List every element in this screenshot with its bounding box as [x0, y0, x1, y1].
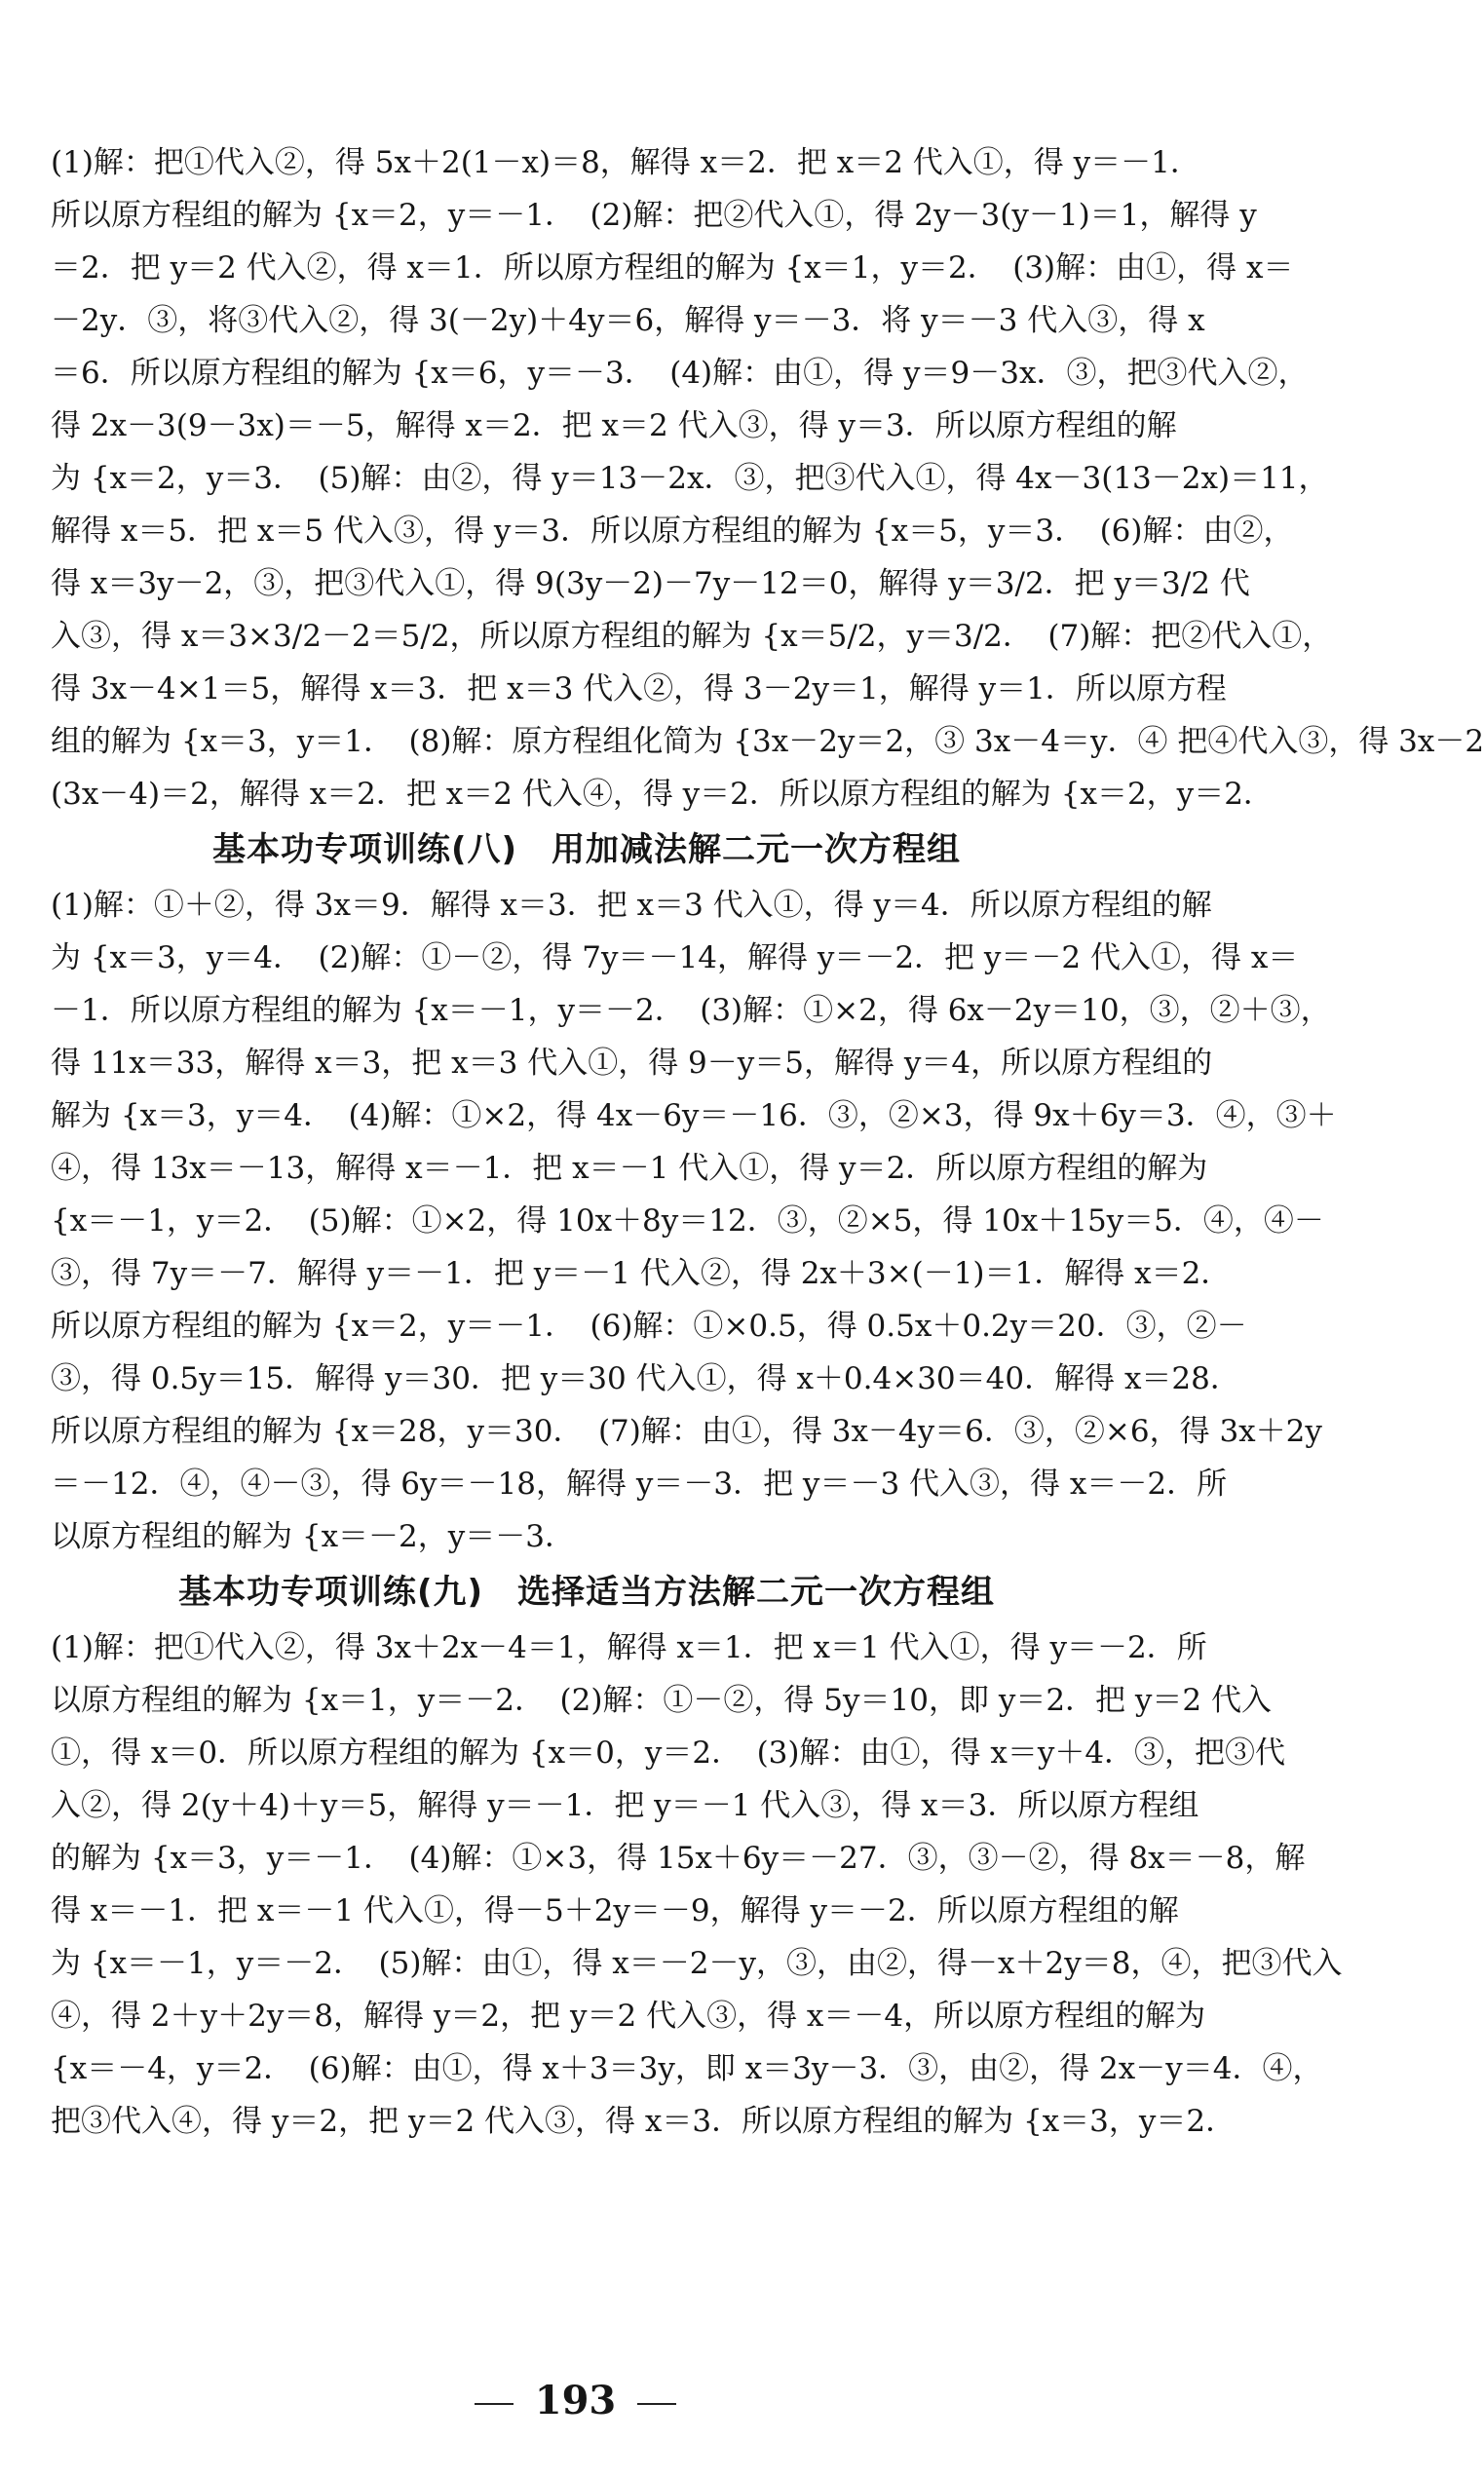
text-line: 所以原方程组的解为 {x＝28，y＝30． (7)解：由①，得 3x－4y＝6．③，②×6，得 3x＋2y	[51, 1414, 1322, 1449]
answer-block-3	[51, 1621, 1343, 2148]
text-line: ＝6．所以原方程组的解为 {x＝6，y＝－3． (4)解：由①，得 y＝9－3x．③，把③代入②，	[51, 356, 1309, 391]
text-line: 入③，得 x＝3×3/2－2＝5/2，所以原方程组的解为 {x＝5/2，y＝3/2． (7)解：把②代入①，	[51, 619, 1333, 654]
text-line: 的解为 {x＝3，y＝－1． (4)解：①×3，得 15x＋6y＝－27．③，③－②，得 8x＝－8，解	[51, 1841, 1306, 1876]
text-line: (1)解：①＋②，得 3x＝9．解得 x＝3．把 x＝3 代入①，得 y＝4．所以原方程组的解	[51, 888, 1212, 923]
answer-block-2	[51, 879, 1337, 1563]
text-line: 所以原方程组的解为 {x＝2，y＝－1． (2)解：把②代入①，得 2y－3(y－1)＝1，解得 y	[51, 198, 1257, 233]
answer-block-1	[51, 136, 1484, 820]
text-line: 以原方程组的解为 {x＝1，y＝－2． (2)解：①－②，得 5y＝10，即 y＝2．把 y＝2 代入	[51, 1683, 1272, 1718]
text-line: ④，得 13x＝－13，解得 x＝－1．把 x＝－1 代入①，得 y＝2．所以原方程组的解为	[51, 1151, 1208, 1186]
text-line: ＝－12．④，④－③，得 6y＝－18，解得 y＝－3．把 y＝－3 代入③，得 x＝－2．所	[51, 1467, 1228, 1502]
page-number	[0, 2378, 1151, 2423]
text-line: {x＝－4，y＝2． (6)解：由①，得 x＋3＝3y，即 x＝3y－3．③，由②，得 2x－y＝4．④，	[51, 2051, 1323, 2086]
text-line: ①，得 x＝0．所以原方程组的解为 {x＝0，y＝2． (3)解：由①，得 x＝y＋4．③，把③代	[51, 1735, 1286, 1771]
text-line: 入②，得 2(y＋4)＋y＝5，解得 y＝－1．把 y＝－1 代入③，得 x＝3．所以原方程组	[51, 1788, 1199, 1823]
text-line: (1)解：把①代入②，得 3x＋2x－4＝1，解得 x＝1．把 x＝1 代入①，得 y＝－2．所	[51, 1630, 1207, 1665]
section-title: 基本功专项训练(九) 选择适当方法解二元一次方程组	[177, 1573, 996, 1612]
text-line: 解为 {x＝3，y＝4． (4)解：①×2，得 4x－6y＝－16．③，②×3，得 9x＋6y＝3．④，③＋	[51, 1098, 1337, 1133]
text-line: ④，得 2＋y＋2y＝8，解得 y＝2，把 y＝2 代入③，得 x＝－4，所以原方程组的解为	[51, 1999, 1206, 2034]
text-line: ③，得 7y＝－7．解得 y＝－1．把 y＝－1 代入②，得 2x＋3×(－1)＝1．解得 x＝2．	[51, 1256, 1232, 1291]
text-line: －1．所以原方程组的解为 {x＝－1，y＝－2． (3)解：①×2，得 6x－2y＝10，③，②＋③，	[51, 993, 1331, 1028]
text-line: 得 3x－4×1＝5，解得 x＝3．把 x＝3 代入②，得 3－2y＝1，解得 y＝1．所以原方程	[51, 671, 1227, 706]
text-line: 得 x＝－1．把 x＝－1 代入①，得－5＋2y＝－9，解得 y＝－2．所以原方程组的解	[51, 1893, 1179, 1928]
text-line: ③，得 0.5y＝15．解得 y＝30．把 y＝30 代入①，得 x＋0.4×30＝40．解得 x＝28．	[51, 1361, 1240, 1396]
page-content	[51, 136, 1484, 2148]
page-number-text: 193	[534, 2378, 617, 2423]
text-line: 得 2x－3(9－3x)＝－5，解得 x＝2．把 x＝2 代入③，得 y＝3．所以原方程组的解	[51, 408, 1177, 443]
text-line: 得 x＝3y－2，③，把③代入①，得 9(3y－2)－7y－12＝0，解得 y＝3/2．把 y＝3/2 代	[51, 566, 1250, 601]
text-line: (1)解：把①代入②，得 5x＋2(1－x)＝8，解得 x＝2．把 x＝2 代入①，得 y＝－1．	[51, 145, 1200, 180]
text-line: －2y．③，将③代入②，得 3(－2y)＋4y＝6，解得 y＝－3．将 y＝－3 代入③，得 x	[51, 303, 1205, 338]
text-line: (3x－4)＝2，解得 x＝2．把 x＝2 代入④，得 y＝2．所以原方程组的解为 {x＝2，y＝2．	[51, 777, 1274, 812]
text-line: 把③代入④，得 y＝2，把 y＝2 代入③，得 x＝3．所以原方程组的解为 {x＝3，y＝2．	[51, 2104, 1237, 2139]
page-number-dash-left	[475, 2403, 514, 2405]
text-line: 组的解为 {x＝3，y＝1． (8)解：原方程组化简为 {3x－2y＝2，③ 3x－4＝y．④ 把④代入③，得 3x－2	[51, 724, 1484, 759]
section-title: 基本功专项训练(八) 用加减法解二元一次方程组	[211, 830, 962, 869]
text-line: 为 {x＝3，y＝4． (2)解：①－②，得 7y＝－14，解得 y＝－2．把 y＝－2 代入①，得 x＝	[51, 940, 1299, 975]
text-line: 得 11x＝33，解得 x＝3，把 x＝3 代入①，得 9－y＝5，解得 y＝4，所以原方程组的	[51, 1046, 1213, 1081]
text-line: ＝2．把 y＝2 代入②，得 x＝1．所以原方程组的解为 {x＝1，y＝2． (3)解：由①，得 x＝	[51, 250, 1294, 286]
text-line: 为 {x＝－1，y＝－2． (5)解：由①，得 x＝－2－y，③，由②，得－x＋2y＝8，④，把③代入	[51, 1946, 1343, 1981]
text-line: 以原方程组的解为 {x＝－2，y＝－3．	[51, 1519, 576, 1554]
text-line: 所以原方程组的解为 {x＝2，y＝－1． (6)解：①×0.5，得 0.5x＋0.2y＝20．③，②－	[51, 1309, 1247, 1344]
page-number-dash-right	[637, 2403, 676, 2405]
text-line: 解得 x＝5．把 x＝5 代入③，得 y＝3．所以原方程组的解为 {x＝5，y＝3． (6)解：由②，	[51, 514, 1294, 549]
text-line: {x＝－1，y＝2． (5)解：①×2，得 10x＋8y＝12．③，②×5，得 10x＋15y＝5．④，④－	[51, 1203, 1324, 1239]
text-line: 为 {x＝2，y＝3． (5)解：由②，得 y＝13－2x．③，把③代入①，得 4x－3(13－2x)＝11，	[51, 461, 1329, 496]
